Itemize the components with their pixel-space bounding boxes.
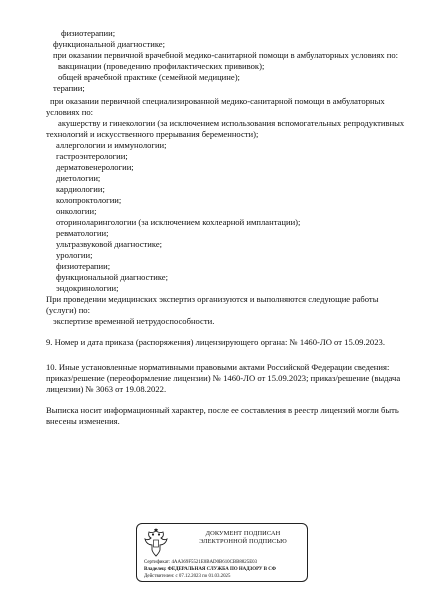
text-line: технологий и искусственного прерывания беременности);	[46, 129, 259, 139]
note-line: внесены изменения.	[46, 416, 120, 426]
text-line: колопроктологии;	[56, 195, 122, 205]
stamp-owner: Владелец: ФЕДЕРАЛЬНАЯ СЛУЖБА ПО НАДЗОРУ В СФ	[144, 567, 276, 572]
text-line: (услуги) по:	[46, 305, 90, 315]
stamp-validity: Действителен: с 07.12.2023 по 01.03.2025	[144, 574, 231, 579]
text-line: дерматовенерологии;	[56, 162, 134, 172]
text-line: диетологии;	[56, 173, 101, 183]
text-line: общей врачебной практике (семейной медицине);	[58, 72, 240, 82]
text-line: ревматологии;	[56, 228, 109, 238]
text-line: урологии;	[56, 250, 93, 260]
text-line: вакцинации (проведению профилактических прививок);	[58, 61, 265, 71]
text-line: эндокринологии;	[56, 283, 119, 293]
electronic-signature-stamp	[136, 523, 308, 582]
text-line: при оказании первичной врачебной медико-санитарной помощи в амбулаторных условиях по:	[53, 50, 399, 60]
coat-of-arms-icon	[143, 528, 169, 558]
section-10-line: лицензии) № 3063 от 19.08.2022.	[46, 384, 167, 394]
text-line: функциональной диагностике;	[56, 272, 169, 282]
stamp-title: ДОКУМЕНТ ПОДПИСАН ЭЛЕКТРОННОЙ ПОДПИСЬЮ	[199, 530, 287, 545]
section-10-line: приказ/решение (переоформление лицензии) № 1460-ЛО от 15.09.2023; приказ/решение (выдача	[46, 373, 401, 383]
text-line: физиотерапии;	[61, 28, 116, 38]
text-line: экспертизе временной нетрудоспособности.	[53, 316, 215, 326]
text-line: При проведении медицинских экспертиз организуются и выполняются следующие работы	[46, 294, 379, 304]
text-line: онкологии;	[56, 206, 97, 216]
stamp-certificate: Сертификат: 4AA369F5521E0BAD0B610CBB8825E03	[144, 560, 258, 565]
text-line: гастроэнтерологии;	[56, 151, 128, 161]
text-line: функциональной диагностике;	[53, 39, 166, 49]
text-line: оториноларингологии (за исключением кохлеарной имплантации);	[56, 217, 301, 227]
text-line: физиотерапии;	[56, 261, 111, 271]
section-10-line: 10. Иные установленные нормативными правовыми актами Российской Федерации сведения:	[46, 362, 390, 372]
text-line: при оказании первичной специализированной медико-санитарной помощи в амбулаторных	[50, 96, 385, 106]
section-9: 9. Номер и дата приказа (распоряжения) лицензирующего органа: № 1460-ЛО от 15.09.2023.	[46, 337, 385, 347]
text-line: терапии;	[53, 83, 85, 93]
text-line: кардиологии;	[56, 184, 105, 194]
text-line: условиях по:	[46, 107, 94, 117]
text-line: аллергологии и иммунологии;	[56, 140, 167, 150]
text-line: ультразвуковой диагностике;	[56, 239, 163, 249]
text-line: акушерству и гинекологии (за исключением использования вспомогательных репродуктивных	[58, 118, 405, 128]
note-line: Выписка носит информационный характер, после ее составления в реестр лицензий могли быть	[46, 405, 399, 415]
